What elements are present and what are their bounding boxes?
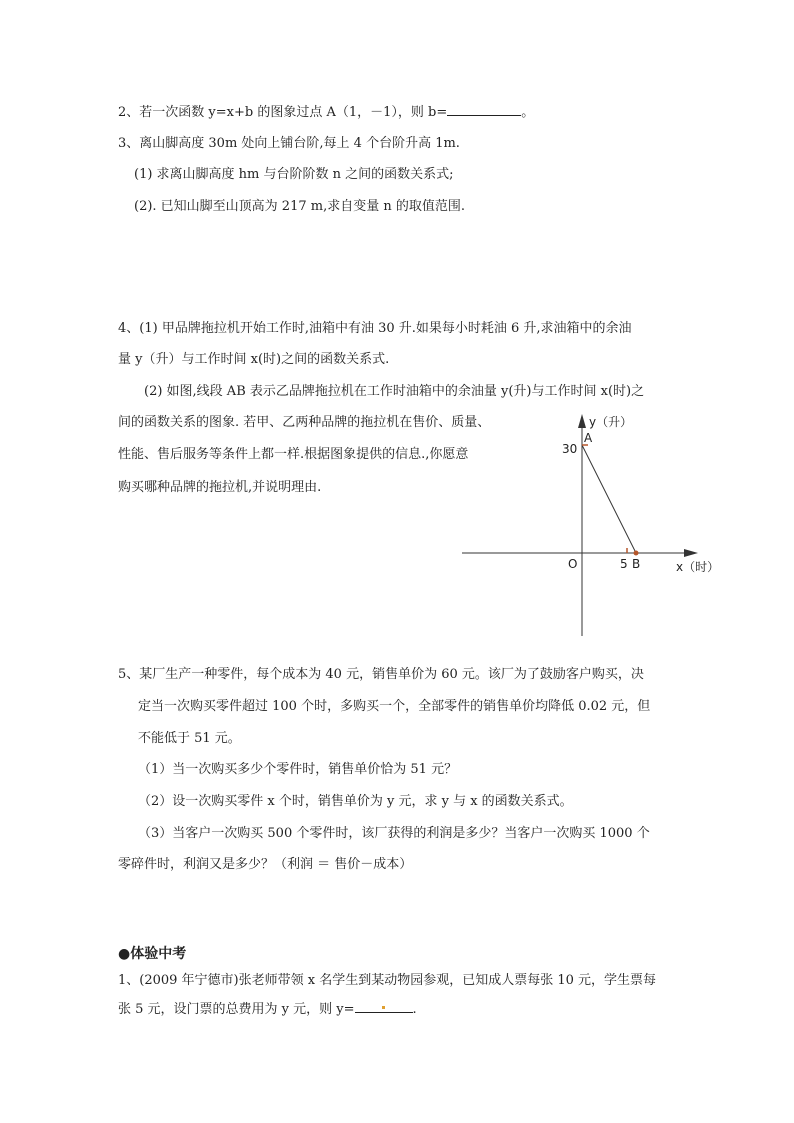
q2-line [118, 103, 534, 122]
q4-line5: 性能、售后服务等条件上都一样.根据图象提供的信息.,你愿意 [118, 447, 469, 462]
q5-line2: 定当一次购买零件超过 100 个时，多购买一个，全部零件的销售单价均降低 0.02 元，但 [138, 699, 651, 714]
section-title: ●体验中考 [118, 946, 187, 962]
origin-label: O [568, 557, 578, 571]
answer-blank[interactable] [447, 103, 521, 116]
q2-text: 2、若一次函数 y=x+b 的图象过点 A（1，－1），则 b= [118, 105, 448, 120]
blank-dot [382, 1006, 385, 1009]
q5-part3: （3）当客户一次购买 500 个零件时，该厂获得的利润是多少？当客户一次购买 1000 个 [138, 826, 650, 841]
q5-part1: （1）当一次购买多少个零件时，销售单价恰为 51 元？ [138, 762, 458, 777]
q3-stem: 3、离山脚高度 30m 处向上铺台阶,每上 4 个台阶升高 1m. [118, 136, 460, 151]
y-axis-label: y（升） [589, 415, 633, 429]
exam1-line1: 1、(2009 年宁德市)张老师带领 x 名学生到某动物园参观，已知成人票每张 10 元，学生票每 [118, 973, 657, 988]
q5-part2: （2）设一次购买零件 x 个时，销售单价为 y 元，求 y 与 x 的函数关系式。 [138, 794, 573, 809]
x-axis-arrow [684, 549, 698, 557]
q3-part1: (1) 求离山脚高度 hm 与台阶阶数 n 之间的函数关系式; [134, 167, 454, 182]
q5-part3b: 零碎件时，利润又是多少？（利润 ＝ 售价－成本） [118, 857, 413, 872]
q2-end: 。 [521, 105, 535, 120]
q5-line1: 5、某厂生产一种零件，每个成本为 40 元，销售单价为 60 元。该厂为了鼓励客户购买，决 [118, 667, 644, 682]
point-b-label: B [632, 557, 641, 571]
x-tick-label: 5 [620, 557, 628, 571]
q5-line3: 不能低于 51 元。 [138, 731, 241, 746]
fuel-graph [462, 408, 720, 640]
answer-blank[interactable] [355, 1000, 413, 1013]
q4-line6: 购买哪种品牌的拖拉机,并说明理由. [118, 480, 322, 495]
exam1-line2 [118, 1000, 417, 1019]
q4-line3: (2) 如图,线段 AB 表示乙品牌拖拉机在工作时油箱中的余油量 y(升)与工作时间 x(时)之 [144, 384, 645, 399]
point-b [634, 551, 639, 556]
exam1-end: . [412, 1002, 417, 1017]
point-a-label: A [584, 431, 593, 445]
q4-line1: 4、(1) 甲品牌拖拉机开始工作时,油箱中有油 30 升.如果每小时耗油 6 升,求油箱中的余油 [118, 321, 632, 336]
exam1-text: 张 5 元，设门票的总费用为 y 元，则 y= [118, 1002, 355, 1017]
segment-ab [582, 445, 636, 553]
q4-line4: 间的函数关系的图象. 若甲、乙两种品牌的拖拉机在售价、质量、 [118, 415, 491, 430]
y-axis-arrow [578, 414, 586, 428]
y-tick-label: 30 [562, 442, 578, 456]
q3-part2: (2). 已知山脚至山顶高为 217 m,求自变量 n 的取值范围. [134, 199, 465, 214]
x-axis-label: x（时） [676, 560, 720, 574]
q4-line2: 量 y（升）与工作时间 x(时)之间的函数关系式. [118, 352, 390, 367]
